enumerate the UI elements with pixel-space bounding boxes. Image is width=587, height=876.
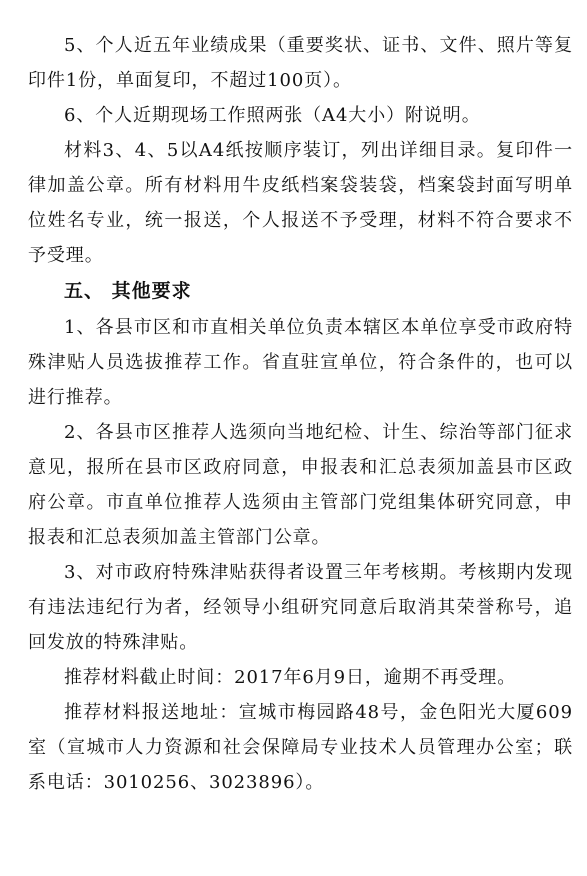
paragraph-item-5: 5、个人近五年业绩成果（重要奖状、证书、文件、照片等复印件1份，单面复印，不超过100页）。 <box>28 35 573 91</box>
paragraph-binding-instructions: 材料3、4、5以A4纸按顺序装订，列出详细目录。复印件一律加盖公章。所有材料用牛皮纸档案袋装袋，档案袋封面写明单位姓名专业，统一报送，个人报送不予受理，材料不符合要求不予受理。 <box>28 140 573 266</box>
paragraph-requirement-2: 2、各县市区推荐人选须向当地纪检、计生、综治等部门征求意见，报所在县市区政府同意，申报表和汇总表须加盖县市区政府公章。市直单位推荐人选须由主管部门党组集体研究同意，申报表和汇总表须加盖主管部门公章。 <box>28 422 573 548</box>
paragraph-deadline: 推荐材料截止时间：2017年6月9日，逾期不再受理。 <box>64 667 517 688</box>
paragraph-requirement-1: 1、各县市区和市直相关单位负责本辖区本单位享受市政府特殊津贴人员选拔推荐工作。省直驻宣单位，符合条件的，也可以进行推荐。 <box>28 317 573 408</box>
section-heading-other-requirements: 五、 其他要求 <box>64 280 192 302</box>
paragraph-requirement-3: 3、对市政府特殊津贴获得者设置三年考核期。考核期内发现有违法违纪行为者，经领导小组研究同意后取消其荣誉称号，追回发放的特殊津贴。 <box>28 562 573 653</box>
paragraph-item-6: 6、个人近期现场工作照两张（A4大小）附说明。 <box>64 105 481 126</box>
paragraph-submission-address: 推荐材料报送地址：宣城市梅园路48号，金色阳光大厦609室（宣城市人力资源和社会保障局专业技术人员管理办公室；联系电话：3010256、3023896）。 <box>28 702 573 793</box>
